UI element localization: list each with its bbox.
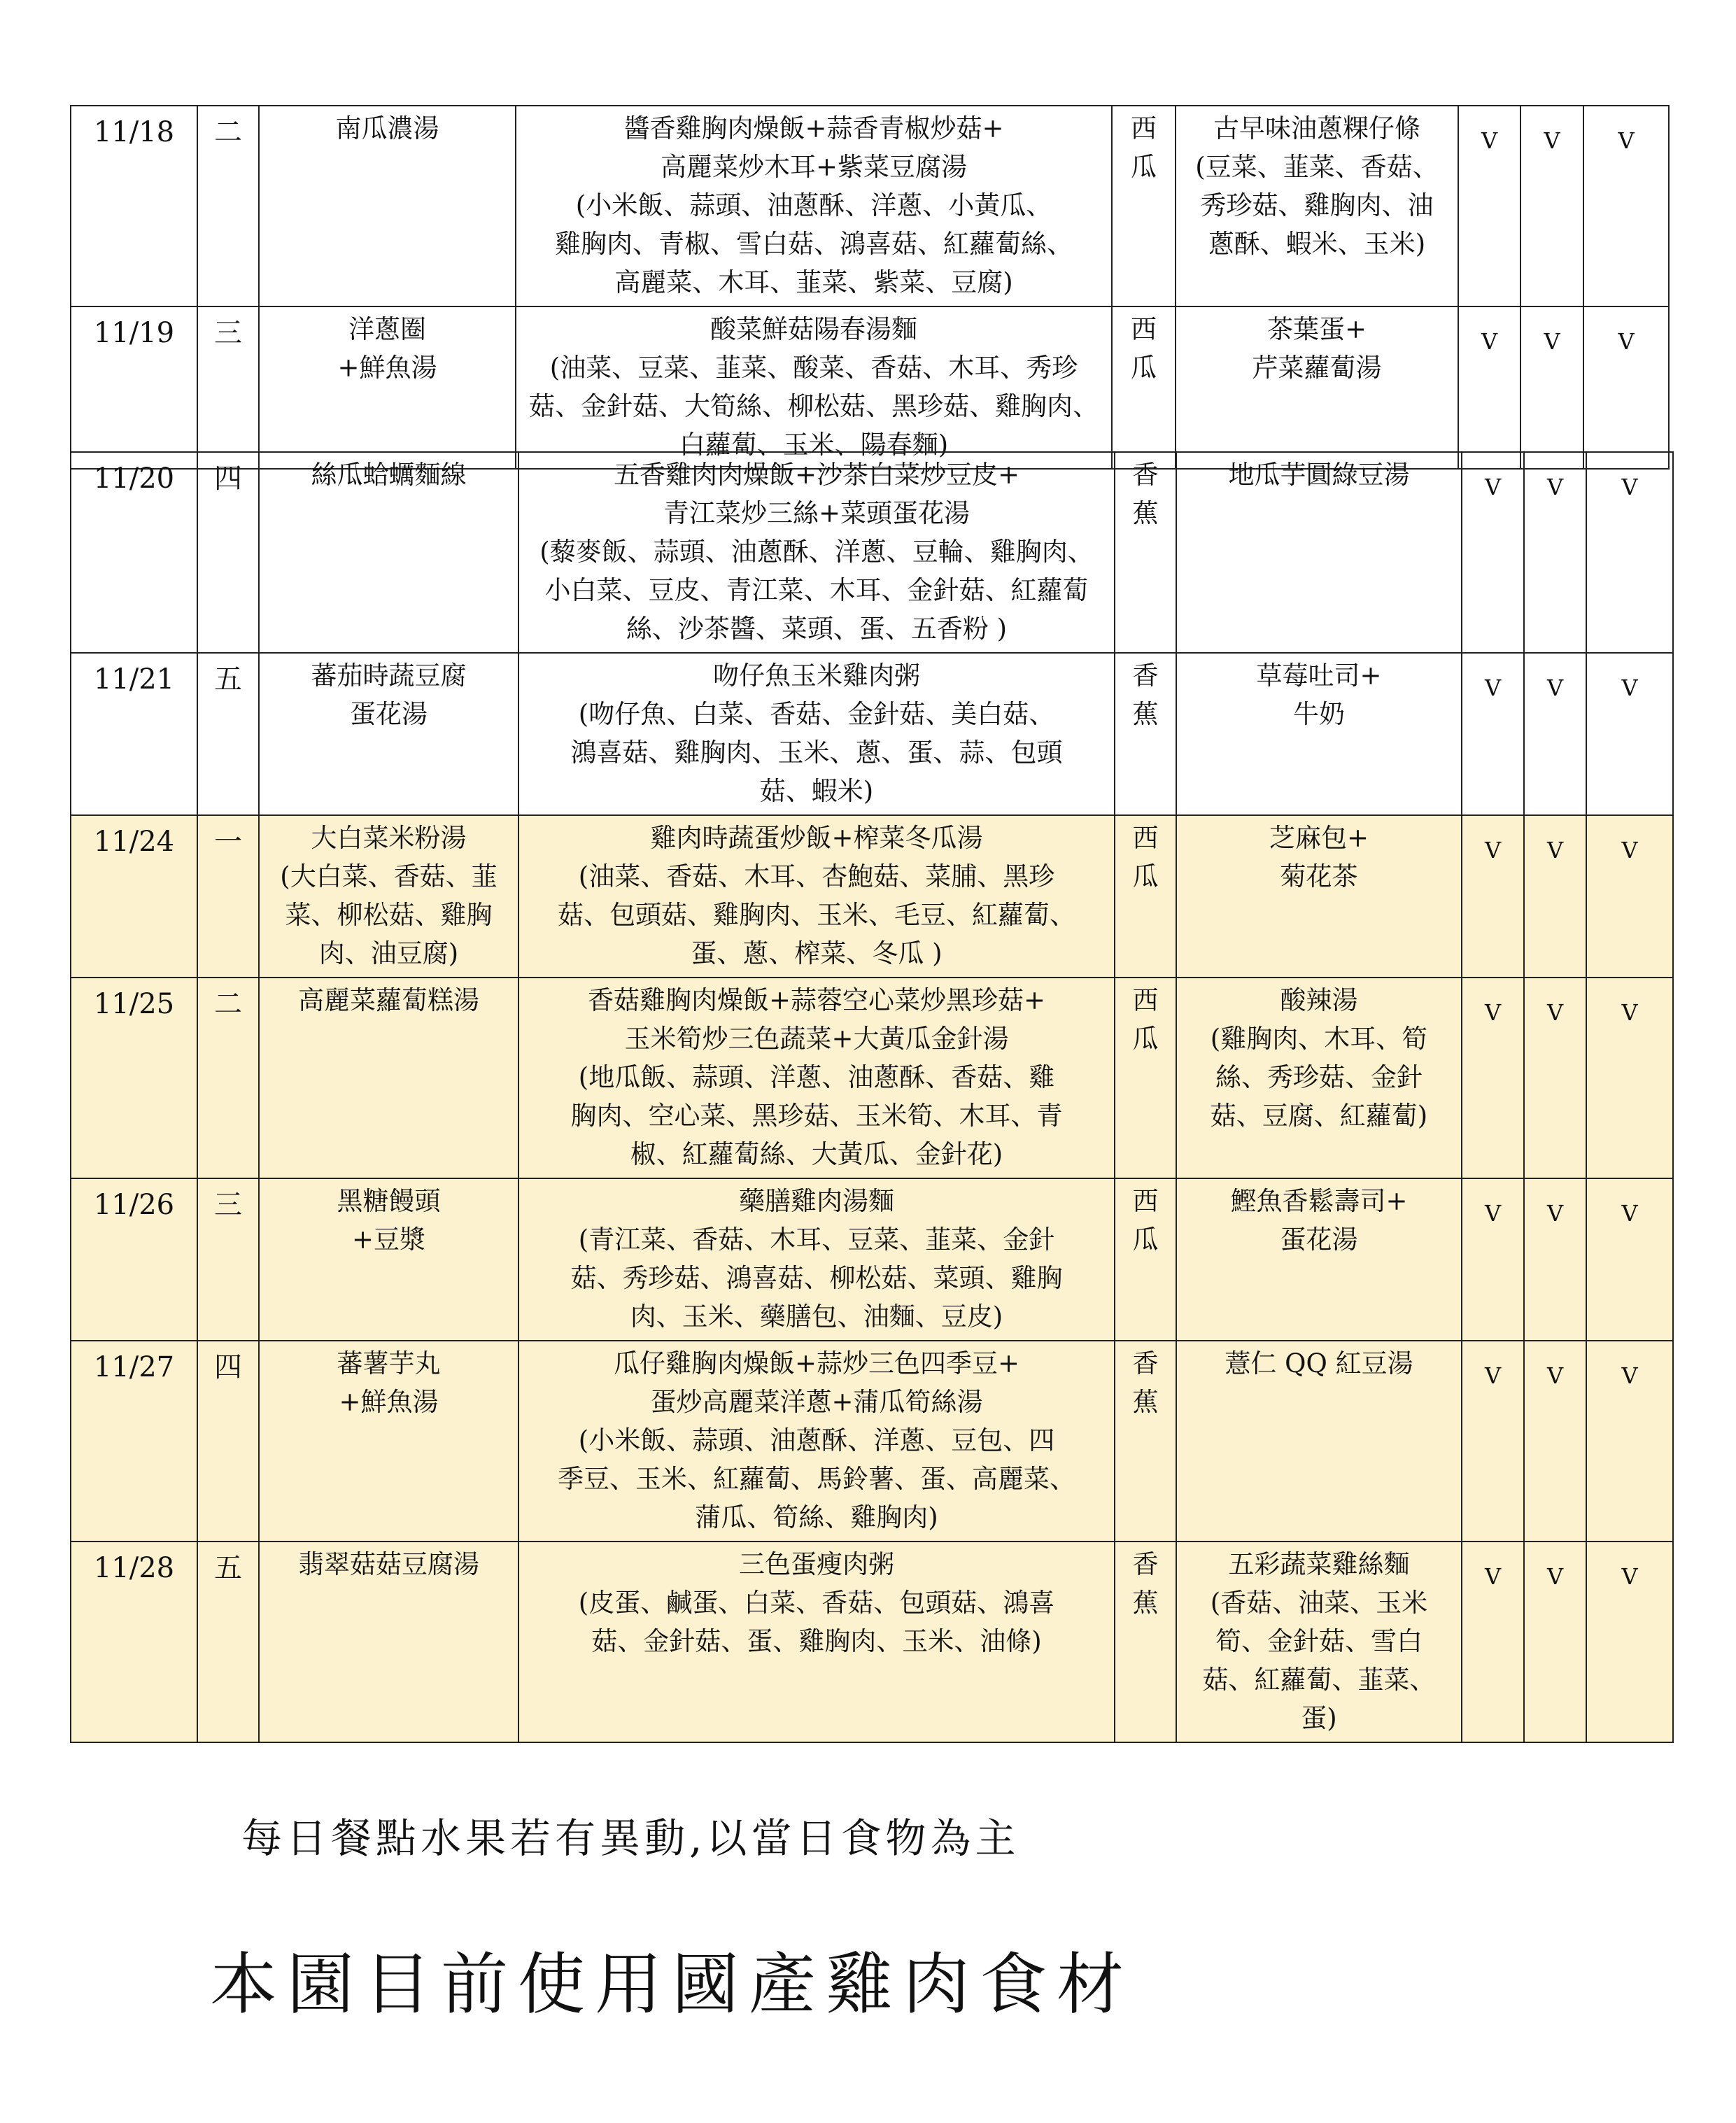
- morning-snack-cell: [259, 1178, 518, 1341]
- lunch-cell-line: 高麗菜、木耳、韮菜、紫菜、豆腐): [614, 267, 1013, 297]
- lunch-cell: [516, 306, 1112, 469]
- fruit-cell-line: 蕉: [1132, 1588, 1159, 1618]
- check-mark-cell: V: [1524, 815, 1586, 978]
- lunch-cell: [518, 978, 1115, 1178]
- fruit-cell-line: 西: [1132, 985, 1159, 1015]
- check-mark-cell: V: [1458, 106, 1520, 306]
- weekday-cell: 五: [197, 653, 259, 815]
- lunch-cell-line: 高麗菜炒木耳+紫菜豆腐湯: [660, 152, 967, 182]
- fruit-cell-line: 瓜: [1132, 1024, 1159, 1054]
- menu-row: [71, 1178, 1673, 1341]
- check-mark-cell: V: [1520, 306, 1583, 469]
- afternoon-snack-cell: [1176, 106, 1458, 306]
- date-cell: 11/26: [71, 1178, 197, 1341]
- date-cell: 11/19: [71, 306, 197, 469]
- check-mark-cell: V: [1586, 815, 1673, 978]
- fruit-cell-line: 西: [1131, 113, 1157, 143]
- fruit-cell-line: 蕉: [1132, 1387, 1159, 1417]
- check-mark-cell: V: [1524, 1178, 1586, 1341]
- morning-snack-cell-line: 蕃茄時蔬豆腐: [311, 661, 467, 691]
- afternoon-snack-cell-line: 鰹魚香鬆壽司+: [1230, 1186, 1408, 1216]
- morning-snack-cell-line: 蕃薯芋丸: [337, 1348, 441, 1378]
- check-mark-cell: V: [1458, 306, 1520, 469]
- afternoon-snack-cell: [1176, 452, 1462, 653]
- lunch-cell-line: 胸肉、空心菜、黑珍菇、玉米筍、木耳、青: [570, 1101, 1063, 1131]
- morning-snack-cell: [259, 1341, 518, 1542]
- morning-snack-cell: [259, 452, 518, 653]
- fruit-cell-line: 香: [1132, 1549, 1159, 1579]
- menu-row: [71, 1341, 1673, 1542]
- afternoon-snack-cell-line: 芹菜蘿蔔湯: [1252, 353, 1382, 383]
- morning-snack-cell: [259, 106, 516, 306]
- lunch-cell-line: (小米飯、蒜頭、油蔥酥、洋蔥、小黃瓜、: [575, 190, 1052, 220]
- lunch-cell-line: (青江菜、香菇、木耳、豆菜、韮菜、金針: [578, 1225, 1055, 1255]
- check-mark-cell: V: [1586, 978, 1673, 1178]
- check-mark-cell: V: [1524, 978, 1586, 1178]
- menu-row: [71, 653, 1673, 815]
- lunch-cell-line: 蒲瓜、筍絲、雞胸肉): [695, 1502, 938, 1532]
- lunch-cell-line: 菇、蝦米): [759, 776, 874, 806]
- lunch-cell-line: 肉、玉米、藥膳包、油麵、豆皮): [630, 1302, 1003, 1332]
- menu-row: [71, 452, 1673, 653]
- check-mark-cell: V: [1586, 653, 1673, 815]
- lunch-cell: [516, 106, 1112, 306]
- fruit-cell-line: 香: [1132, 460, 1159, 490]
- fruit-cell-line: 西: [1132, 823, 1159, 853]
- fruit-cell: [1115, 653, 1176, 815]
- fruit-cell-line: 香: [1132, 1348, 1159, 1378]
- fruit-cell-line: 蕉: [1132, 699, 1159, 729]
- afternoon-snack-cell: [1176, 815, 1462, 978]
- lunch-cell-line: (皮蛋、鹹蛋、白菜、香菇、包頭菇、鴻喜: [578, 1588, 1055, 1618]
- morning-snack-cell-line: 黑糖饅頭: [337, 1186, 441, 1216]
- morning-snack-cell: [259, 978, 518, 1178]
- menu-row: [71, 106, 1669, 306]
- afternoon-snack-cell-line: 筍、金針菇、雪白: [1215, 1626, 1423, 1656]
- lunch-cell-line: 青江菜炒三絲+菜頭蛋花湯: [663, 498, 970, 528]
- morning-snack-cell-line: 大白菜米粉湯: [311, 823, 467, 853]
- check-mark-cell: V: [1462, 978, 1524, 1178]
- morning-snack-cell: [259, 815, 518, 978]
- afternoon-snack-cell-line: (豆菜、韮菜、香菇、: [1195, 152, 1439, 182]
- morning-snack-cell: [259, 306, 516, 469]
- afternoon-snack-cell-line: 五彩蔬菜雞絲麵: [1228, 1549, 1410, 1579]
- fruit-cell: [1115, 815, 1176, 978]
- fruit-cell: [1112, 106, 1176, 306]
- lunch-cell-line: 藥膳雞肉湯麵: [739, 1186, 894, 1216]
- fruit-cell-line: 香: [1132, 661, 1159, 691]
- check-mark-cell: V: [1462, 815, 1524, 978]
- check-mark-cell: V: [1524, 1341, 1586, 1542]
- lunch-cell-line: 菇、金針菇、大筍絲、柳松菇、黑珍菇、雞胸肉、: [529, 391, 1099, 421]
- date-cell: 11/25: [71, 978, 197, 1178]
- check-mark-cell: V: [1524, 1542, 1586, 1742]
- fruit-cell: [1115, 1542, 1176, 1742]
- lunch-cell-line: 小白菜、豆皮、青江菜、木耳、金針菇、紅蘿蔔: [544, 575, 1089, 605]
- afternoon-snack-cell-line: 古早味油蔥粿仔條: [1213, 113, 1420, 143]
- check-mark-cell: V: [1524, 653, 1586, 815]
- lunch-cell-line: 五香雞肉肉燥飯+沙茶白菜炒豆皮+: [613, 460, 1019, 490]
- date-cell: 11/24: [71, 815, 197, 978]
- lunch-cell-line: 醬香雞胸肉燥飯+蒜香青椒炒菇+: [623, 113, 1004, 143]
- check-mark-cell: V: [1586, 1341, 1673, 1542]
- afternoon-snack-cell-line: 蔥酥、蝦米、玉米): [1208, 229, 1426, 259]
- afternoon-snack-cell: [1176, 978, 1462, 1178]
- morning-snack-cell-line: 南瓜濃湯: [335, 113, 439, 143]
- morning-snack-cell-line: (大白菜、香菇、韮: [280, 861, 497, 891]
- check-mark-cell: V: [1462, 1341, 1524, 1542]
- lunch-cell-line: 玉米筍炒三色蔬菜+大黃瓜金針湯: [624, 1024, 1009, 1054]
- lunch-cell-line: 菇、秀珍菇、鴻喜菇、柳松菇、菜頭、雞胸: [570, 1263, 1063, 1293]
- menu-row: [71, 1542, 1673, 1742]
- lunch-cell-line: 椒、紅蘿蔔絲、大黃瓜、金針花): [630, 1139, 1003, 1169]
- lunch-cell: [518, 452, 1115, 653]
- lunch-cell: [518, 653, 1115, 815]
- fruit-cell-line: 瓜: [1131, 152, 1157, 182]
- check-mark-cell: V: [1462, 653, 1524, 815]
- fruit-cell: [1115, 452, 1176, 653]
- date-cell: 11/18: [71, 106, 197, 306]
- lunch-cell: [518, 815, 1115, 978]
- afternoon-snack-cell-line: (香菇、油菜、玉米: [1210, 1588, 1428, 1618]
- morning-snack-cell-line: +豆漿: [351, 1225, 425, 1255]
- check-mark-cell: V: [1586, 1178, 1673, 1341]
- weekday-cell: 三: [197, 306, 259, 469]
- lunch-cell-line: 蛋、蔥、榨菜、冬瓜 ): [691, 938, 943, 968]
- check-mark-cell: V: [1462, 1178, 1524, 1341]
- lunch-cell-line: (吻仔魚、白菜、香菇、金針菇、美白菇、: [578, 699, 1055, 729]
- lunch-cell: [518, 1341, 1115, 1542]
- afternoon-snack-cell-line: 酸辣湯: [1280, 985, 1358, 1015]
- afternoon-snack-cell: [1176, 1178, 1462, 1341]
- fruit-cell-line: 瓜: [1132, 861, 1159, 891]
- lunch-cell-line: 雞胸肉、青椒、雪白菇、鴻喜菇、紅蘿蔔絲、: [555, 229, 1073, 259]
- lunch-cell-line: 蛋炒高麗菜洋蔥+蒲瓜筍絲湯: [650, 1387, 983, 1417]
- lunch-cell-line: 雞肉時蔬蛋炒飯+榨菜冬瓜湯: [650, 823, 983, 853]
- afternoon-snack-cell-line: 薏仁 QQ 紅豆湯: [1225, 1348, 1413, 1378]
- morning-snack-cell-line: 絲瓜蛤蠣麵線: [311, 460, 467, 490]
- weekday-cell: 五: [197, 1542, 259, 1742]
- morning-snack-cell-line: 肉、油豆腐): [318, 938, 459, 968]
- afternoon-snack-cell-line: 草莓吐司+: [1256, 661, 1382, 691]
- lunch-cell-line: 季豆、玉米、紅蘿蔔、馬鈴薯、蛋、高麗菜、: [558, 1464, 1075, 1494]
- check-mark-cell: V: [1462, 1542, 1524, 1742]
- menu-row: [71, 815, 1673, 978]
- morning-snack-cell-line: 洋蔥圈: [348, 314, 426, 344]
- afternoon-snack-cell-line: 茶葉蛋+: [1266, 314, 1367, 344]
- lunch-cell: [518, 1542, 1115, 1742]
- weekday-cell: 四: [197, 452, 259, 653]
- lunch-cell-line: 絲、沙茶醬、菜頭、蛋、五香粉 ): [626, 614, 1008, 644]
- fruit-cell-line: 西: [1131, 314, 1157, 344]
- morning-snack-cell-line: 高麗菜蘿蔔糕湯: [298, 985, 479, 1015]
- check-mark-cell: V: [1586, 1542, 1673, 1742]
- afternoon-snack-cell: [1176, 306, 1458, 469]
- check-mark-cell: V: [1524, 452, 1586, 653]
- fruit-cell: [1112, 306, 1176, 469]
- fruit-cell-line: 蕉: [1132, 498, 1159, 528]
- lunch-cell-line: 三色蛋瘦肉粥: [739, 1549, 894, 1579]
- date-cell: 11/27: [71, 1341, 197, 1542]
- afternoon-snack-cell-line: 菊花茶: [1280, 861, 1358, 891]
- lunch-cell-line: 菇、金針菇、蛋、雞胸肉、玉米、油條): [591, 1626, 1042, 1656]
- afternoon-snack-cell-line: 菇、豆腐、紅蘿蔔): [1210, 1101, 1428, 1131]
- check-mark-cell: V: [1583, 306, 1669, 469]
- check-mark-cell: V: [1462, 452, 1524, 653]
- chicken-source-note: 本園目前使用國產雞肉食材: [210, 1945, 1134, 2024]
- morning-snack-cell: [259, 653, 518, 815]
- afternoon-snack-cell-line: 牛奶: [1293, 699, 1345, 729]
- afternoon-snack-cell-line: 菇、紅蘿蔔、韮菜、: [1202, 1665, 1436, 1695]
- morning-snack-cell-line: 菜、柳松菇、雞胸: [285, 900, 493, 930]
- afternoon-snack-cell-line: 絲、秀珍菇、金針: [1215, 1062, 1423, 1092]
- menu-row: [71, 978, 1673, 1178]
- morning-snack-cell-line: 蛋花湯: [350, 699, 428, 729]
- weekday-cell: 二: [197, 106, 259, 306]
- check-mark-cell: V: [1520, 106, 1583, 306]
- date-cell: 11/28: [71, 1542, 197, 1742]
- date-cell: 11/21: [71, 653, 197, 815]
- menu-row: [71, 306, 1669, 469]
- fruit-cell: [1115, 978, 1176, 1178]
- lunch-cell-line: 瓜仔雞胸肉燥飯+蒜炒三色四季豆+: [613, 1348, 1019, 1378]
- date-cell: 11/20: [71, 452, 197, 653]
- lunch-cell-line: 白蘿蔔、玉米、陽春麵): [679, 430, 949, 460]
- fruit-cell-line: 瓜: [1132, 1225, 1159, 1255]
- lunch-cell-line: (地瓜飯、蒜頭、洋蔥、油蔥酥、香菇、雞: [578, 1062, 1055, 1092]
- fruit-cell: [1115, 1341, 1176, 1542]
- morning-snack-cell-line: +鮮魚湯: [337, 353, 437, 383]
- fruit-change-note: 每日餐點水果若有異動,以當日食物為主: [241, 1814, 1020, 1862]
- lunch-cell-line: 鴻喜菇、雞胸肉、玉米、蔥、蛋、蒜、包頭: [570, 738, 1063, 768]
- check-mark-cell: V: [1586, 452, 1673, 653]
- fruit-cell: [1115, 1178, 1176, 1341]
- menu-table-bottom: [70, 451, 1674, 1743]
- lunch-cell-line: 菇、包頭菇、雞胸肉、玉米、毛豆、紅蘿蔔、: [558, 900, 1075, 930]
- lunch-cell-line: 吻仔魚玉米雞肉粥: [713, 661, 920, 691]
- weekday-cell: 三: [197, 1178, 259, 1341]
- weekday-cell: 四: [197, 1341, 259, 1542]
- lunch-cell: [518, 1178, 1115, 1341]
- weekday-cell: 二: [197, 978, 259, 1178]
- afternoon-snack-cell: [1176, 1542, 1462, 1742]
- morning-snack-cell: [259, 1542, 518, 1742]
- menu-table-top: [70, 105, 1670, 470]
- afternoon-snack-cell-line: (雞胸肉、木耳、筍: [1210, 1024, 1428, 1054]
- weekday-cell: 一: [197, 815, 259, 978]
- afternoon-snack-cell-line: 地瓜芋圓綠豆湯: [1228, 460, 1410, 490]
- lunch-cell-line: 香菇雞胸肉燥飯+蒜蓉空心菜炒黑珍菇+: [587, 985, 1045, 1015]
- morning-snack-cell-line: 翡翠菇菇豆腐湯: [298, 1549, 479, 1579]
- check-mark-cell: V: [1583, 106, 1669, 306]
- afternoon-snack-cell-line: 秀珍菇、雞胸肉、油: [1200, 190, 1434, 220]
- afternoon-snack-cell: [1176, 653, 1462, 815]
- afternoon-snack-cell-line: 蛋花湯: [1280, 1225, 1358, 1255]
- fruit-cell-line: 瓜: [1131, 353, 1157, 383]
- afternoon-snack-cell-line: 蛋): [1301, 1703, 1337, 1733]
- lunch-cell-line: (油菜、香菇、木耳、杏鮑菇、菜脯、黑珍: [578, 861, 1055, 891]
- lunch-cell-line: (藜麥飯、蒜頭、油蔥酥、洋蔥、豆輪、雞胸肉、: [539, 537, 1094, 567]
- lunch-cell-line: (小米飯、蒜頭、油蔥酥、洋蔥、豆包、四: [578, 1425, 1055, 1455]
- afternoon-snack-cell-line: 芝麻包+: [1269, 823, 1369, 853]
- lunch-cell-line: 酸菜鮮菇陽春湯麵: [710, 314, 917, 344]
- morning-snack-cell-line: +鮮魚湯: [339, 1387, 439, 1417]
- afternoon-snack-cell: [1176, 1341, 1462, 1542]
- fruit-cell-line: 西: [1132, 1186, 1159, 1216]
- lunch-cell-line: (油菜、豆菜、韮菜、酸菜、香菇、木耳、秀珍: [549, 353, 1078, 383]
